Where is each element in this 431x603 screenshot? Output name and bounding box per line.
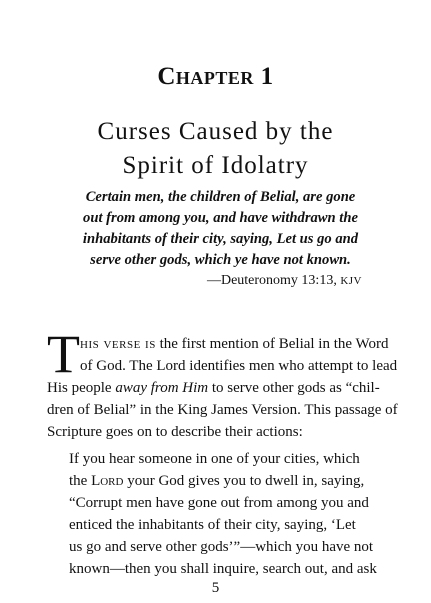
- lead-in-small-caps: his verse is: [80, 336, 156, 352]
- epigraph-line: Certain men, the children of Belial, are gone: [85, 189, 356, 205]
- epigraph-line: inhabitants of their city, saying, Let us go and: [82, 231, 359, 247]
- drop-cap: T: [47, 324, 80, 384]
- body-line-5: Scripture goes on to describe their actions:: [47, 424, 303, 440]
- quote-line-4: enticed the inhabitants of their city, saying, ‘Let: [69, 517, 356, 533]
- body-line-4: dren of Belial” in the King James Version. This passage of: [47, 402, 398, 418]
- body-text: His people: [47, 380, 116, 396]
- chapter-title-line-1: Curses Caused by the: [97, 118, 334, 145]
- body-text: the first mention of Belial in the Word: [155, 336, 389, 352]
- body-line-2: of God. The Lord identifies men who attempt to lead: [80, 358, 398, 374]
- epigraph-line: serve other gods, which ye have not known.: [90, 252, 351, 268]
- body-text: to serve other gods as “chil-: [208, 380, 380, 396]
- quote-line-5: us go and serve other gods’”—which you have not: [69, 539, 374, 555]
- quote-text: your God gives you to dwell in, saying,: [123, 473, 365, 489]
- body-line-3: [47, 377, 385, 399]
- quote-line-2: [69, 470, 387, 492]
- emphasis-text: away from Him: [115, 380, 209, 396]
- chapter-title-line-2: Spirit of Idolatry: [122, 152, 309, 179]
- page-number: 5: [211, 580, 220, 596]
- quote-text: the: [69, 473, 92, 489]
- epigraph-line: out from among you, and have withdrawn the: [83, 210, 358, 226]
- quote-line-3: “Corrupt men have gone out from among you and: [69, 495, 369, 511]
- body-line-1: [80, 333, 389, 355]
- epigraph: [78, 187, 363, 271]
- lord-small-caps: Lord: [91, 473, 124, 489]
- chapter-label: Chapter 1: [157, 63, 274, 90]
- quote-line-1: If you hear someone in one of your cities, which: [69, 451, 360, 467]
- citation-reference: —Deuteronomy 13:13,: [206, 273, 337, 288]
- citation-version: KJV: [340, 275, 362, 287]
- quote-line-6: known—then you shall inquire, search out, and ask: [69, 561, 377, 577]
- chapter-title: [0, 115, 431, 183]
- epigraph-citation: [170, 273, 362, 289]
